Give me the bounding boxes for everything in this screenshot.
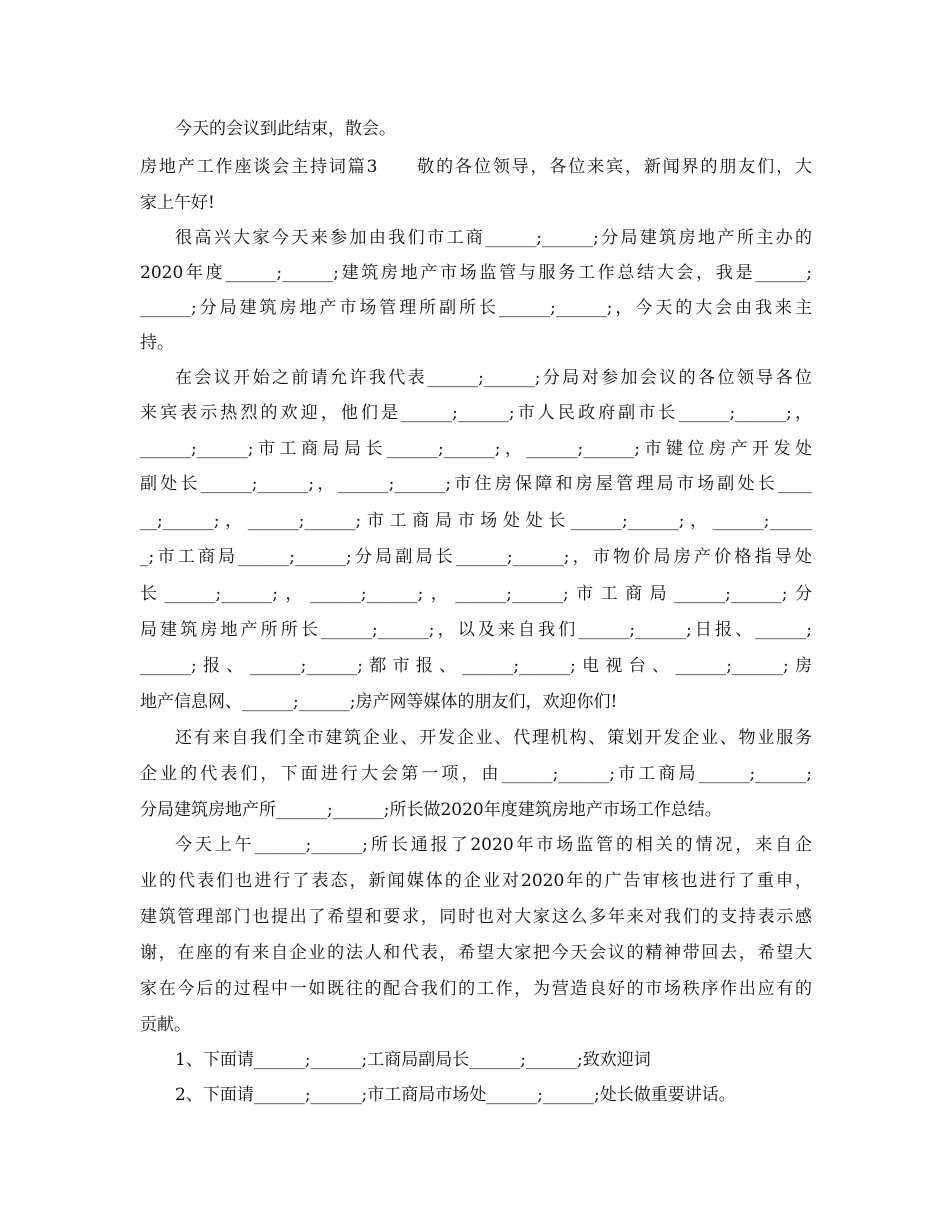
paragraph-line: __;______;，______;______;市工商局市场处处长______;______;，______;_____ [140, 511, 812, 531]
paragraph-line: 家在今后的过程中一如既往的配合我们的工作，为营造良好的市场秩序作出应有的 [140, 979, 812, 999]
paragraph-line: 建筑管理部门也提出了希望和要求，同时也对大家这么多年来对我们的支持表示感 [140, 907, 812, 927]
paragraph-line: 副处长______;______;，______;______;市住房保障和房屋管理局市场副处长____ [140, 474, 812, 494]
paragraph-line: 持。 [140, 333, 174, 353]
paragraph-line: 今天的会议到此结束，散会。 [175, 119, 396, 139]
list-item: 1、下面请______;______;工商局副局长______;______;致欢迎词 [175, 1050, 651, 1070]
paragraph-line: 业的代表们也进行了表态，新闻媒体的企业对2020年的广告审核也进行了重申， [140, 871, 812, 891]
paragraph-line: ______;报、______;______;都市报、______;______;电视台、______;______;房 [140, 656, 812, 676]
paragraph-line: 分局建筑房地产所______;______;所长做2020年度建筑房地产市场工作总结。 [140, 800, 722, 820]
paragraph-line: 长______;______;，______;______;，______;______;市工商局______;______;分 [140, 584, 812, 604]
paragraph-line: 地产信息网、______;______;房产网等媒体的朋友们，欢迎你们! [140, 692, 618, 712]
paragraph-line: 来宾表示热烈的欢迎，他们是______;______;市人民政府副市长______;______;， [140, 403, 812, 423]
paragraph-line: 局建筑房地产所所长______;______;，以及来自我们______;______;日报、______; [140, 620, 812, 640]
paragraph-line: 很高兴大家今天来参加由我们市工商______;______;分局建筑房地产所主办的 [175, 228, 812, 248]
paragraph-line: 家上午好! [140, 193, 215, 213]
paragraph-line: 还有来自我们全市建筑企业、开发企业、代理机构、策划开发企业、物业服务 [175, 728, 812, 748]
paragraph-line: ______;______;市工商局局长______;______;，______;______;市键位房产开发处 [140, 439, 812, 459]
paragraph-line: 在会议开始之前请允许我代表______;______;分局对参加会议的各位领导各位 [175, 368, 812, 388]
paragraph-line: 房地产工作座谈会主持词篇3 敬的各位领导，各位来宾，新闻界的朋友们，大 [140, 157, 812, 177]
paragraph-line: 贡献。 [140, 1015, 191, 1035]
paragraph-line: 谢，在座的有来自企业的法人和代表，希望大家把今天会议的精神带回去，希望大 [140, 943, 812, 963]
list-item: 2、下面请______;______;市工商局市场处______;______;处长做重要讲话。 [175, 1085, 736, 1105]
paragraph-line: 2020年度______;______;建筑房地产市场监管与服务工作总结大会，我是______; [140, 263, 812, 283]
paragraph-line: 企业的代表们，下面进行大会第一项，由______;______;市工商局______;______; [140, 764, 812, 784]
paragraph-line: 今天上午______;______;所长通报了2020年市场监管的相关的情况，来自企 [175, 835, 812, 855]
paragraph-line: _;市工商局______;______;分局副局长______;______;，市物价局房产价格指导处 [140, 547, 812, 567]
paragraph-line: ______;分局建筑房地产市场管理所副所长______;______;，今天的大会由我来主 [140, 298, 812, 318]
